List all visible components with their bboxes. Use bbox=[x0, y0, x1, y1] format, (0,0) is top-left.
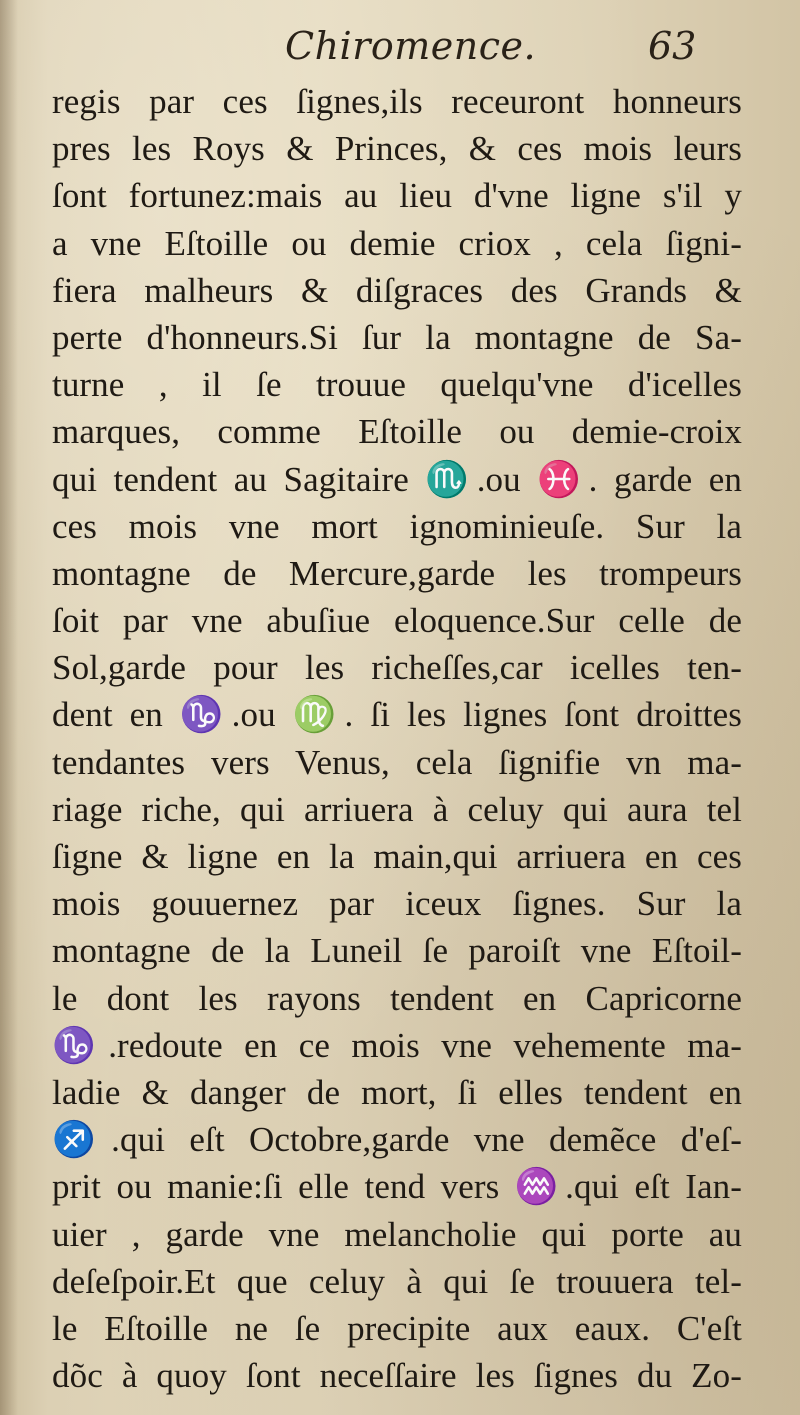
text-line: le Eſtoille ne ſe precipite aux eaux. C'eſt bbox=[52, 1308, 742, 1348]
text-line: qui tendent au Sagitaire ♏.ou ♓. garde en bbox=[52, 459, 742, 499]
body-text bbox=[52, 78, 742, 1399]
text-line: ſigne & ligne en la main,qui arriuera en ces bbox=[52, 837, 742, 876]
text-line: a vne Eſtoille ou demie criox , cela ſigni- bbox=[52, 223, 742, 263]
text-line: perte d'honneurs.Si ſur la montagne de Sa- bbox=[52, 317, 742, 357]
text-line: dent en ♑.ou ♍. ſi les lignes ſont droittes bbox=[52, 695, 742, 735]
text-line: Sol,garde pour les richeſſes,car icelles ten- bbox=[52, 648, 742, 688]
text-line: ces mois vne mort ignominieuſe. Sur la bbox=[52, 506, 742, 546]
text-line: ♑.redoute en ce mois vne vehemente ma- bbox=[52, 1025, 742, 1065]
text-line: fiera malheurs & diſgraces des Grands & bbox=[52, 270, 742, 310]
text-line: ſoit par vne abuſiue eloquence.Sur celle de bbox=[52, 601, 742, 641]
page-header bbox=[0, 18, 800, 78]
text-line: marques, comme Eſtoille ou demie-croix bbox=[52, 412, 742, 452]
text-line: mois gouuernez par iceux ſignes. Sur la bbox=[52, 884, 742, 924]
text-line: regis par ces ſignes,ils receuront honneurs bbox=[52, 82, 742, 121]
text-line: prit ou manie:ſi elle tend vers ♒.qui eſt Ian- bbox=[52, 1167, 742, 1207]
page-number: 63 bbox=[648, 24, 697, 68]
text-line: dõc à quoy ſont neceſſaire les ſignes du Zo- bbox=[52, 1356, 742, 1396]
text-line: montagne de la Luneil ſe paroiſt vne Eſtoil- bbox=[52, 931, 742, 971]
text-line: turne , il ſe trouue quelqu'vne d'icelles bbox=[52, 365, 742, 405]
text-line: tendantes vers Venus, cela ſignifie vn ma- bbox=[52, 742, 742, 782]
text-line: montagne de Mercure,garde les trompeurs bbox=[52, 553, 742, 593]
text-line: ſont fortunez:mais au lieu d'vne ligne s'il y bbox=[52, 176, 742, 216]
text-line: deſeſpoir.Et que celuy à qui ſe trouuera tel- bbox=[52, 1261, 742, 1301]
text-line: pres les Roys & Princes, & ces mois leurs bbox=[52, 129, 742, 169]
text-line: ladie & danger de mort, ſi elles tendent en bbox=[52, 1072, 742, 1112]
text-line: riage riche, qui arriuera à celuy qui aura tel bbox=[52, 789, 742, 829]
running-head: Chiromence. bbox=[285, 24, 537, 68]
text-line: le dont les rayons tendent en Capricorne bbox=[52, 978, 742, 1018]
page-edge-shadow bbox=[0, 0, 18, 1415]
text-line: uier , garde vne melancholie qui porte au bbox=[52, 1214, 742, 1254]
text-line: ♐.qui eſt Octobre,garde vne demẽce d'eſ- bbox=[52, 1120, 742, 1160]
